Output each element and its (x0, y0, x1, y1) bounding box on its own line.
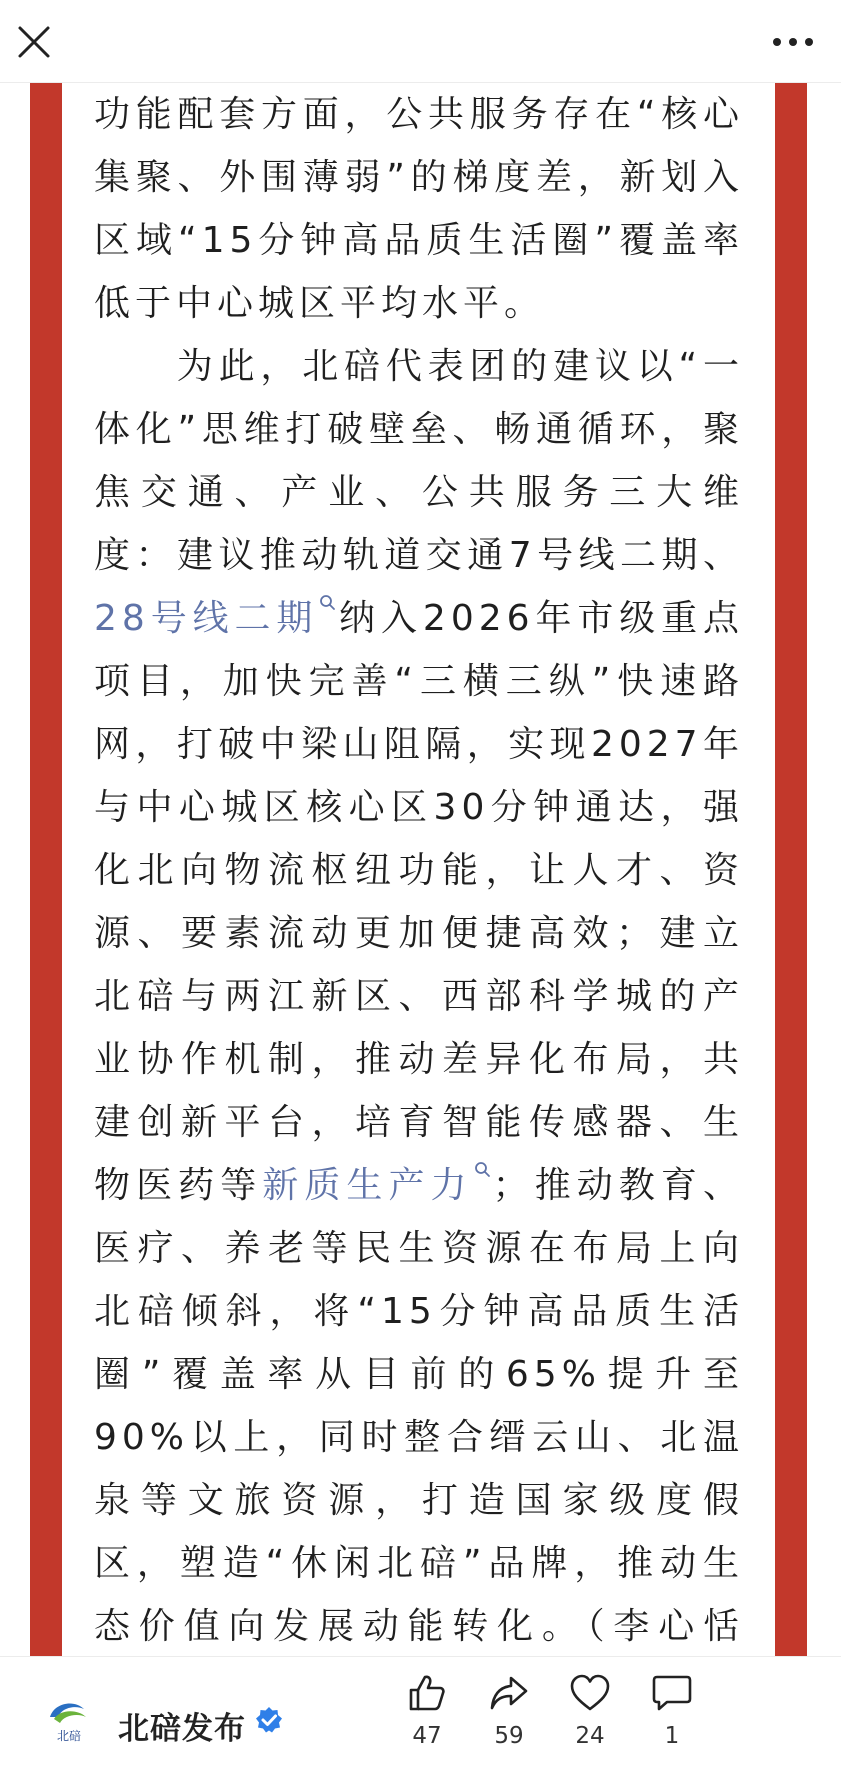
close-button[interactable] (14, 22, 54, 62)
red-border-right (775, 83, 807, 1656)
comment-icon (651, 1673, 693, 1713)
avatar-text: 北碚 (56, 1729, 82, 1743)
share-icon (489, 1673, 529, 1713)
comment-count: 1 (664, 1723, 680, 1749)
article-paragraph (94, 83, 744, 335)
search-icon[interactable] (473, 1160, 493, 1184)
top-bar (0, 0, 841, 83)
more-button[interactable] (769, 24, 817, 60)
paragraph-text: 为此，北碚代表团的建议以“一体化”思维打破壁垒、畅通循环，聚焦交通、产业、公共服务三大维度：建议推动轨道交通7号线二期、 (94, 346, 744, 576)
share-button[interactable] (474, 1673, 544, 1773)
paragraph-text: 功能配套方面，公共服务存在“核心集聚、外围薄弱”的梯度差，新划入区域“15分钟高品质生活圈”覆盖率低于中心城区平均水平。 (94, 94, 744, 324)
favorite-count: 24 (575, 1723, 605, 1749)
paragraph-text: 纳入2026年市级重点项目，加快完善“三横三纵”快速路网，打破中梁山阻隔，实现2027年与中心城区核心区30分钟通达，强化北向物流枢纽功能，让人才、资源、要素流动更加便捷高效；建立北碚与两江新区、西部科学城的产业协作机制，推动差异化布局，共建创新平台，培育智能传感器、生物医药等 (94, 598, 744, 1206)
article-body (0, 83, 841, 1656)
paragraph-text: ；推动教育、医疗、养老等民生资源在布局上向北碚倾斜，将“15分钟高品质生活圈”覆盖率从目前的65%提升至90%以上，同时整合缙云山、北温泉等文旅资源，打造国家级度假区，塑造“休闲北碚”品牌，推动生态价值向发展动能转化。（李心恬 (94, 1165, 744, 1647)
thumbs-up-icon (407, 1673, 447, 1713)
heart-icon (569, 1673, 611, 1713)
favorite-button[interactable] (555, 1673, 625, 1773)
article-paragraph (94, 335, 744, 1721)
account-avatar[interactable] (44, 1695, 94, 1745)
share-count: 59 (494, 1723, 524, 1749)
more-icon (769, 24, 817, 60)
account-name[interactable]: 北碚发布 (118, 1711, 246, 1747)
search-keyword-link[interactable]: 28号线二期 (94, 598, 319, 639)
search-icon[interactable] (318, 593, 338, 617)
search-keyword-link[interactable]: 新质生产力 (262, 1165, 473, 1206)
like-count: 47 (412, 1723, 442, 1749)
close-icon (14, 22, 54, 62)
like-button[interactable] (392, 1673, 462, 1773)
article-text (94, 83, 744, 1721)
verified-badge-icon (255, 1706, 283, 1734)
comment-button[interactable] (637, 1673, 707, 1773)
bottom-bar (0, 1656, 841, 1779)
red-border-left (30, 83, 62, 1656)
